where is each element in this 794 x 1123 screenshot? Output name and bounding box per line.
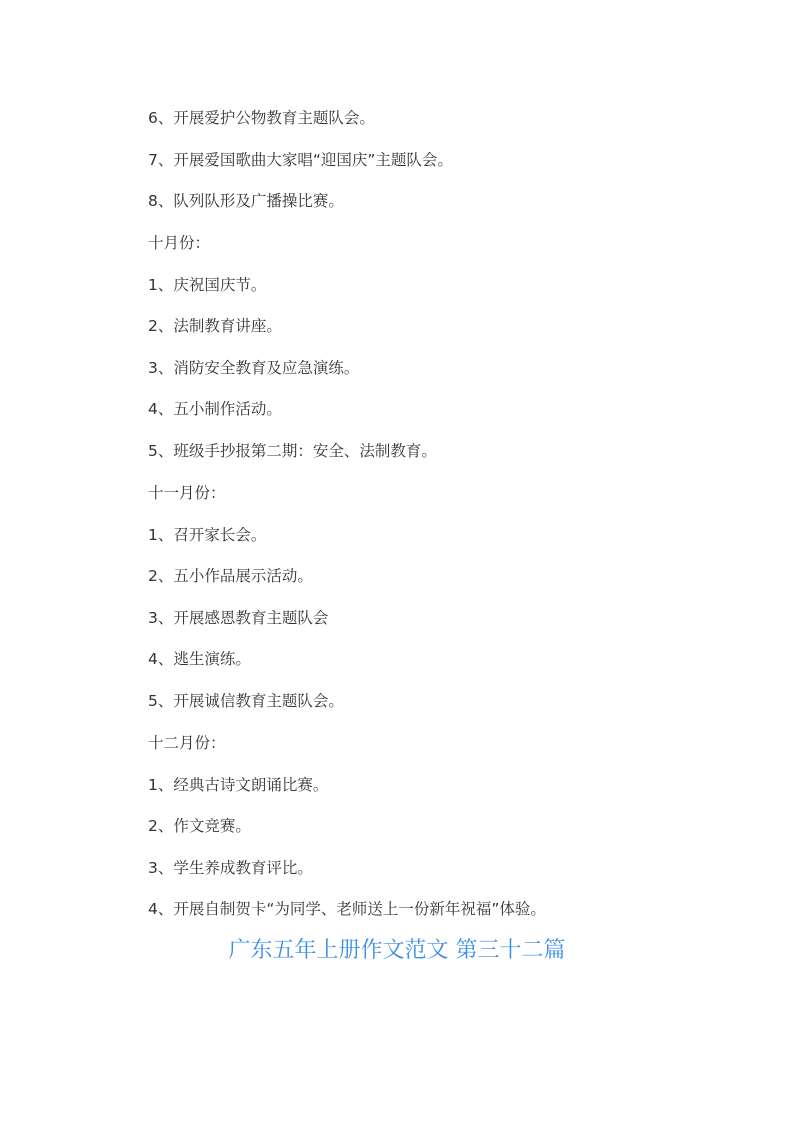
month-heading: 十一月份： [148, 484, 226, 502]
list-item: 4、五小制作活动。 [148, 400, 282, 418]
list-item: 5、班级手抄报第二期：安全、法制教育。 [148, 442, 437, 460]
list-item: 3、开展感恩教育主题队会 [148, 609, 329, 627]
list-item: 3、消防安全教育及应急演练。 [148, 359, 360, 377]
list-item: 4、开展自制贺卡“为同学、老师送上一份新年祝福”体验。 [148, 900, 546, 918]
list-item: 8、队列队形及广播操比赛。 [148, 192, 344, 210]
list-item: 2、法制教育讲座。 [148, 317, 282, 335]
list-item: 6、开展爱护公物教育主题队会。 [148, 109, 375, 127]
list-item: 3、学生养成教育评比。 [148, 859, 313, 877]
month-heading: 十月份： [148, 234, 211, 252]
list-item: 2、五小作品展示活动。 [148, 567, 313, 585]
list-item: 2、作文竞赛。 [148, 817, 251, 835]
list-item: 1、召开家长会。 [148, 526, 267, 544]
list-item: 1、庆祝国庆节。 [148, 276, 267, 294]
list-item: 7、开展爱国歌曲大家唱“迎国庆”主题队会。 [148, 151, 453, 169]
list-item: 5、开展诚信教育主题队会。 [148, 692, 344, 710]
list-item: 4、逃生演练。 [148, 650, 251, 668]
section-title: 广东五年上册作文范文 第三十二篇 [228, 938, 566, 963]
month-heading: 十二月份： [148, 734, 226, 752]
list-item: 1、经典古诗文朗诵比赛。 [148, 776, 329, 794]
